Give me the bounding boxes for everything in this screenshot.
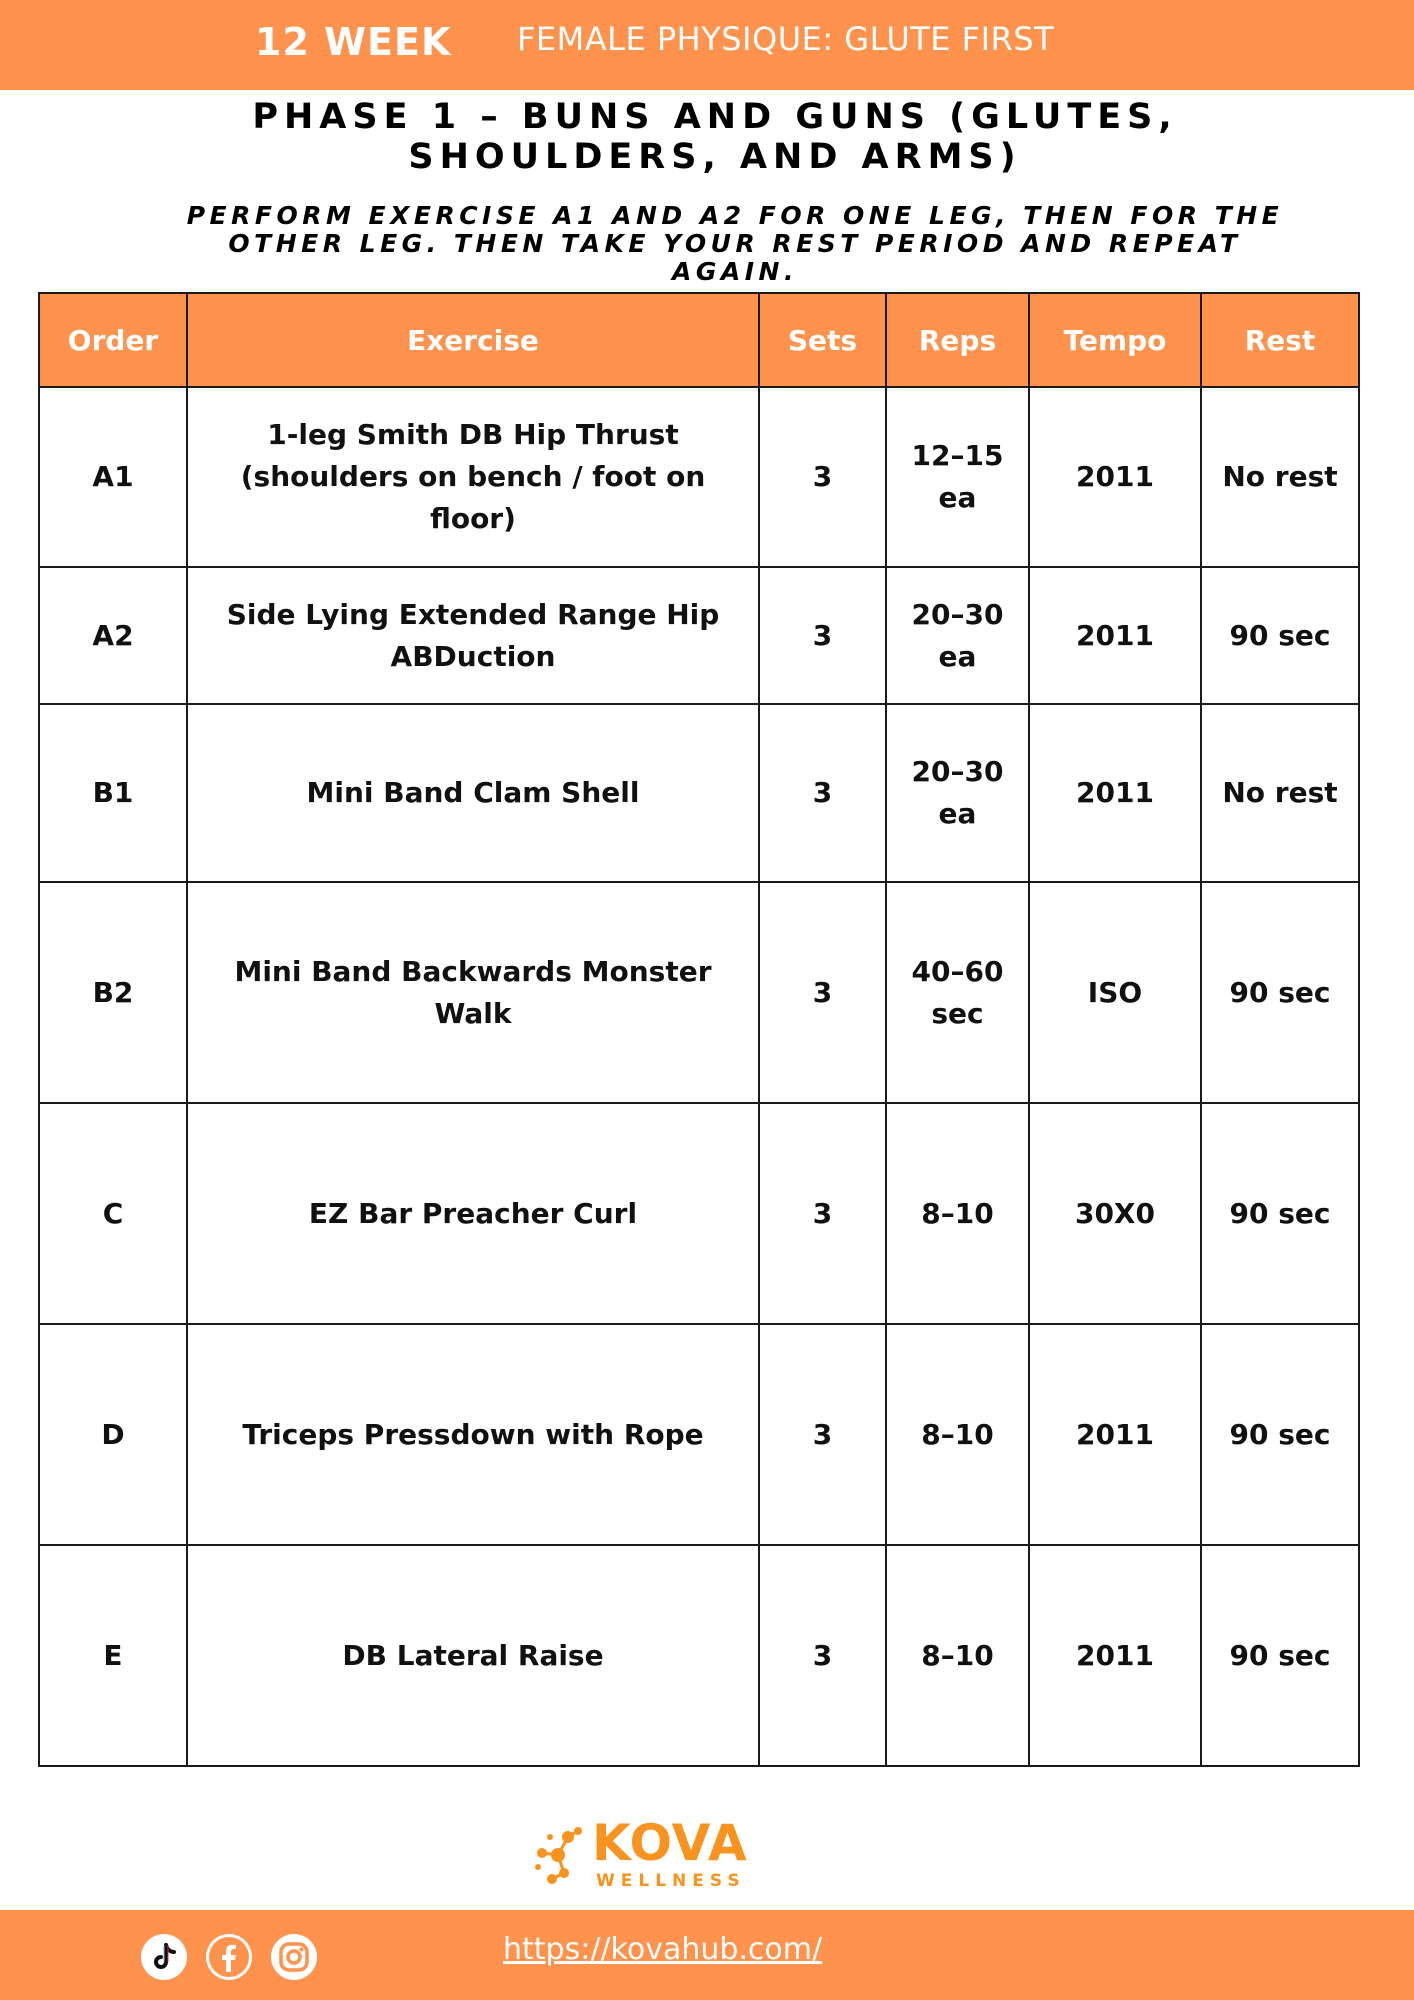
cell-rest: 90 sec — [1201, 1324, 1359, 1545]
cell-reps: 20–30 ea — [886, 567, 1029, 704]
program-title: FEMALE PHYSIQUE: GLUTE FIRST — [517, 20, 1055, 58]
cell-rest: 90 sec — [1201, 882, 1359, 1103]
table-row — [39, 387, 1359, 567]
cell-tempo: 2011 — [1029, 387, 1201, 567]
column-header-sets: Sets — [759, 293, 886, 387]
cell-exercise: 1-leg Smith DB Hip Thrust (shoulders on bench / foot on floor) — [187, 387, 759, 567]
cell-exercise: Mini Band Backwards Monster Walk — [187, 882, 759, 1103]
column-header-reps: Reps — [886, 293, 1029, 387]
column-header-rest: Rest — [1201, 293, 1359, 387]
facebook-icon[interactable] — [206, 1934, 252, 1980]
cell-order: A1 — [39, 387, 187, 567]
cell-sets: 3 — [759, 1324, 886, 1545]
cell-order: E — [39, 1545, 187, 1766]
cell-sets: 3 — [759, 387, 886, 567]
workout-table — [38, 292, 1360, 1767]
cell-exercise: EZ Bar Preacher Curl — [187, 1103, 759, 1324]
cell-tempo: ISO — [1029, 882, 1201, 1103]
cell-reps: 8–10 — [886, 1324, 1029, 1545]
cell-tempo: 2011 — [1029, 567, 1201, 704]
column-header-order: Order — [39, 293, 187, 387]
cell-sets: 3 — [759, 882, 886, 1103]
instruction-text: PERFORM EXERCISE A1 AND A2 FOR ONE LEG, THEN FOR THE OTHER LEG. THEN TAKE YOUR REST PERIOD AND REPEAT AGAIN. — [186, 201, 1284, 286]
cell-tempo: 2011 — [1029, 1324, 1201, 1545]
cell-rest: 90 sec — [1201, 1103, 1359, 1324]
cell-exercise: Side Lying Extended Range Hip ABDuction — [187, 567, 759, 704]
cell-sets: 3 — [759, 567, 886, 704]
tiktok-icon[interactable] — [141, 1934, 187, 1980]
cell-reps: 8–10 — [886, 1545, 1029, 1766]
instagram-icon[interactable] — [271, 1934, 317, 1980]
molecule-logo-icon — [530, 1823, 588, 1887]
table-row — [39, 567, 1359, 704]
table-row — [39, 704, 1359, 882]
cell-order: C — [39, 1103, 187, 1324]
cell-tempo: 2011 — [1029, 704, 1201, 882]
phase-title: PHASE 1 – BUNS AND GUNS (GLUTES, SHOULDERS, AND ARMS) — [252, 97, 1178, 177]
table-row — [39, 1324, 1359, 1545]
cell-reps: 12–15 ea — [886, 387, 1029, 567]
cell-rest: No rest — [1201, 387, 1359, 567]
cell-exercise: Mini Band Clam Shell — [187, 704, 759, 882]
cell-order: D — [39, 1324, 187, 1545]
table-row — [39, 882, 1359, 1103]
cell-reps: 8–10 — [886, 1103, 1029, 1324]
cell-rest: No rest — [1201, 704, 1359, 882]
cell-sets: 3 — [759, 1545, 886, 1766]
table-header-row — [39, 293, 1359, 387]
cell-sets: 3 — [759, 1103, 886, 1324]
cell-reps: 20–30 ea — [886, 704, 1029, 882]
kova-wellness-logo — [530, 1815, 770, 1895]
table-row — [39, 1103, 1359, 1324]
cell-order: B1 — [39, 704, 187, 882]
cell-reps: 40–60 sec — [886, 882, 1029, 1103]
cell-rest: 90 sec — [1201, 567, 1359, 704]
cell-order: B2 — [39, 882, 187, 1103]
cell-exercise: Triceps Pressdown with Rope — [187, 1324, 759, 1545]
cell-sets: 3 — [759, 704, 886, 882]
logo-tagline: WELLNESS — [596, 1871, 746, 1891]
cell-order: A2 — [39, 567, 187, 704]
header-bar — [0, 0, 1414, 90]
cell-tempo: 30X0 — [1029, 1103, 1201, 1324]
cell-tempo: 2011 — [1029, 1545, 1201, 1766]
table-row — [39, 1545, 1359, 1766]
cell-exercise: DB Lateral Raise — [187, 1545, 759, 1766]
website-link[interactable]: https://kovahub.com/ — [503, 1932, 823, 1967]
week-label: 12 WEEK — [255, 20, 452, 64]
column-header-exercise: Exercise — [187, 293, 759, 387]
column-header-tempo: Tempo — [1029, 293, 1201, 387]
footer-bar — [0, 1910, 1414, 2000]
cell-rest: 90 sec — [1201, 1545, 1359, 1766]
logo-wordmark: KOVA — [592, 1814, 748, 1872]
